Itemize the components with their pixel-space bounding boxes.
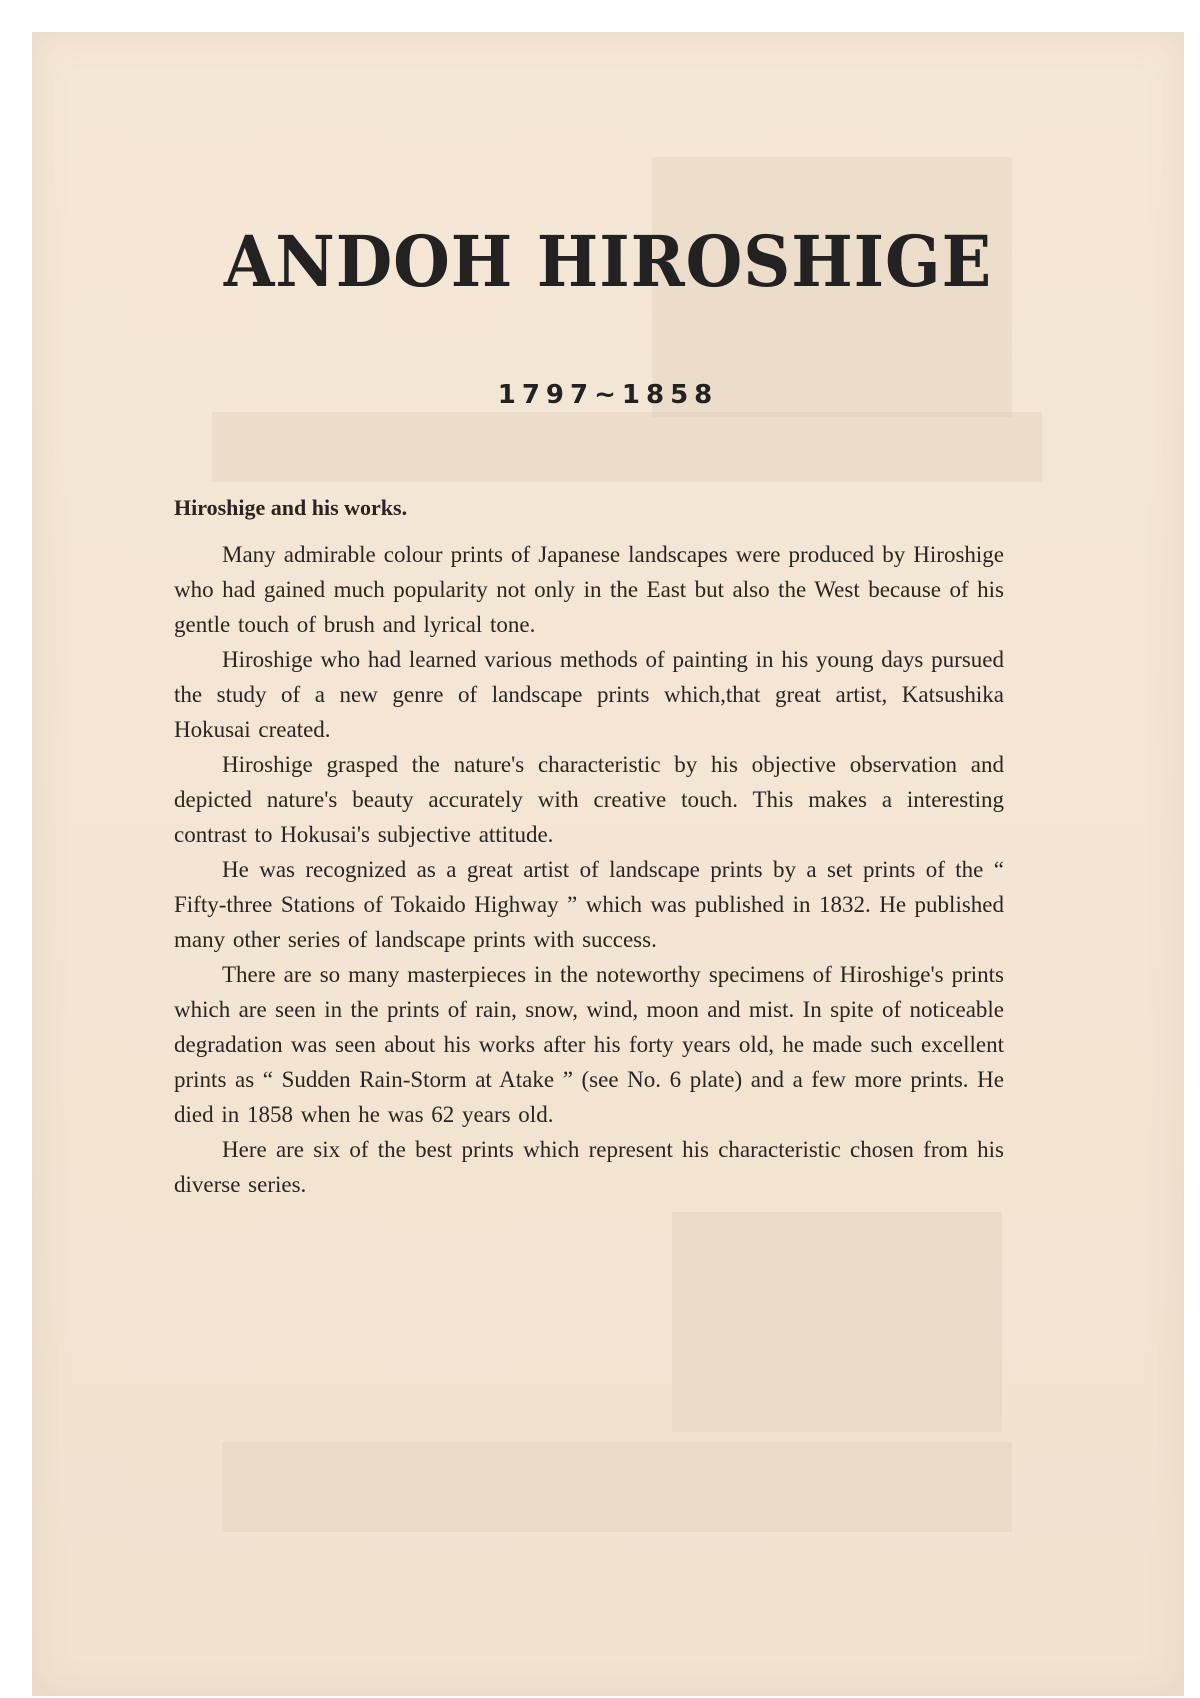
bleed-through-shadow [212, 412, 1042, 482]
page-title: ANDOH HIROSHIGE [223, 220, 993, 303]
paragraph: Here are six of the best prints which represent his characteristic chosen from his diverse series. [174, 1137, 1004, 1197]
paragraph: Many admirable colour prints of Japanese landscapes were produced by Hiroshige who had gained much popularity not only in the East but also the West because of his gentle touch of brush and lyrical tone. [174, 542, 1004, 637]
bleed-through-shadow [672, 1212, 1002, 1432]
paragraph: Hiroshige grasped the nature's characteristic by his objective observation and depicted nature's beauty accurately with creative touch. This makes a interesting contrast to Hokusai's subjective attitude. [174, 752, 1004, 847]
section-heading: Hiroshige and his works. [174, 495, 408, 520]
paragraph: There are so many masterpieces in the noteworthy specimens of Hiroshige's prints which are seen in the prints of rain, snow, wind, moon and mist. In spite of noticeable degradation was seen about his works after his forty years old, he made such excellent prints as “ Sudden Rain-Storm at Atake ” (see No. 6 plate) and a few more prints. He died in 1858 when he was 62 years old. [174, 962, 1004, 1127]
document-body [174, 490, 1004, 1202]
bleed-through-shadow [222, 1442, 1012, 1532]
life-dates: 1797~1858 [497, 380, 719, 410]
paragraph: He was recognized as a great artist of landscape prints by a set prints of the “ Fifty-three Stations of Tokaido Highway ” which was published in 1832. He published many other series of landscape prints with success. [174, 857, 1004, 952]
paragraph: Hiroshige who had learned various methods of painting in his young days pursued the study of a new genre of landscape prints which,that great artist, Katsushika Hokusai created. [174, 647, 1004, 742]
